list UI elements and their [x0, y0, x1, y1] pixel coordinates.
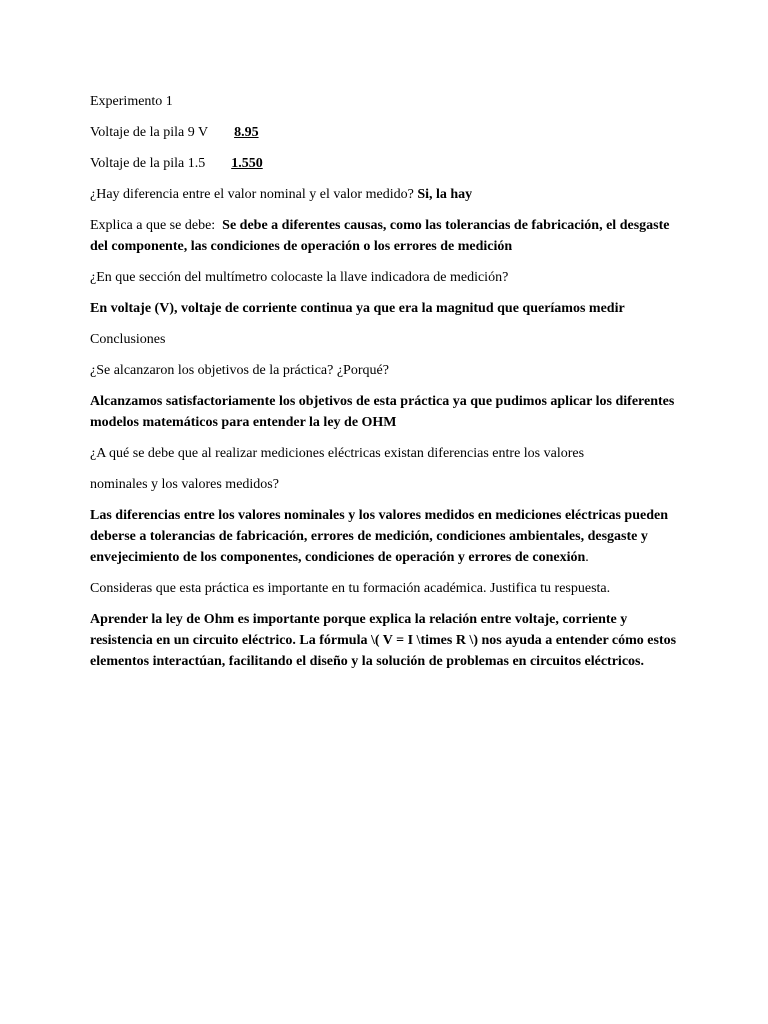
voltage-15-label: Voltaje de la pila 1.5	[90, 156, 206, 171]
conclusions-heading: Conclusiones	[90, 332, 166, 347]
importance-question: Consideras que esta práctica es importante en tu formación académica. Justifica tu respuesta.	[90, 581, 611, 596]
voltage-9v-row	[90, 122, 690, 143]
differences-answer: Las diferencias entre los valores nominales y los valores medidos en mediciones eléctricas pueden deberse a tolerancias de fabricación, errores de medición, condiciones ambientales, desgaste y envejecimiento de los componentes, condiciones de operación y errores de conexión	[90, 508, 668, 565]
differences-question-line2: nominales y los valores medidos?	[90, 477, 279, 492]
differences-answer-row	[90, 505, 690, 568]
importance-answer: Aprender la ley de Ohm es importante porque explica la relación entre voltaje, corriente y resistencia en un circuito eléctrico. La fórmula \( V = I \times R \) nos ayuda a entender cómo estos elementos interactúan, facilitando el diseño y la solución de problemas en circuitos eléctricos.	[90, 612, 677, 669]
objectives-question: ¿Se alcanzaron los objetivos de la práctica? ¿Porqué?	[90, 363, 389, 378]
experiment-heading: Experimento 1	[90, 94, 173, 109]
difference-question-row	[90, 184, 690, 205]
differences-answer-period: .	[585, 550, 589, 565]
explain-answer: Se debe a diferentes causas, como las tolerancias de fabricación, el desgaste del componente, las condiciones de operación o los errores de medición	[90, 218, 670, 254]
voltage-15-value: 1.550	[231, 156, 263, 171]
section-answer: En voltaje (V), voltaje de corriente continua ya que era la magnitud que queríamos medir	[90, 301, 625, 316]
section-question: ¿En que sección del multímetro colocaste la llave indicadora de medición?	[90, 270, 509, 285]
voltage-9v-value: 8.95	[234, 125, 259, 140]
voltage-9v-label: Voltaje de la pila 9 V	[90, 125, 209, 140]
document-page	[90, 91, 690, 682]
differences-question-line1: ¿A qué se debe que al realizar mediciones eléctricas existan diferencias entre los valores	[90, 446, 585, 461]
explain-question: Explica a que se debe:	[90, 218, 216, 233]
objectives-answer: Alcanzamos satisfactoriamente los objetivos de esta práctica ya que pudimos aplicar los diferentes modelos matemáticos para entender la ley de OHM	[90, 394, 675, 430]
explain-row	[90, 215, 690, 257]
difference-answer: Si, la hay	[417, 187, 473, 202]
difference-question: ¿Hay diferencia entre el valor nominal y el valor medido?	[90, 187, 414, 202]
voltage-15-row	[90, 153, 690, 174]
